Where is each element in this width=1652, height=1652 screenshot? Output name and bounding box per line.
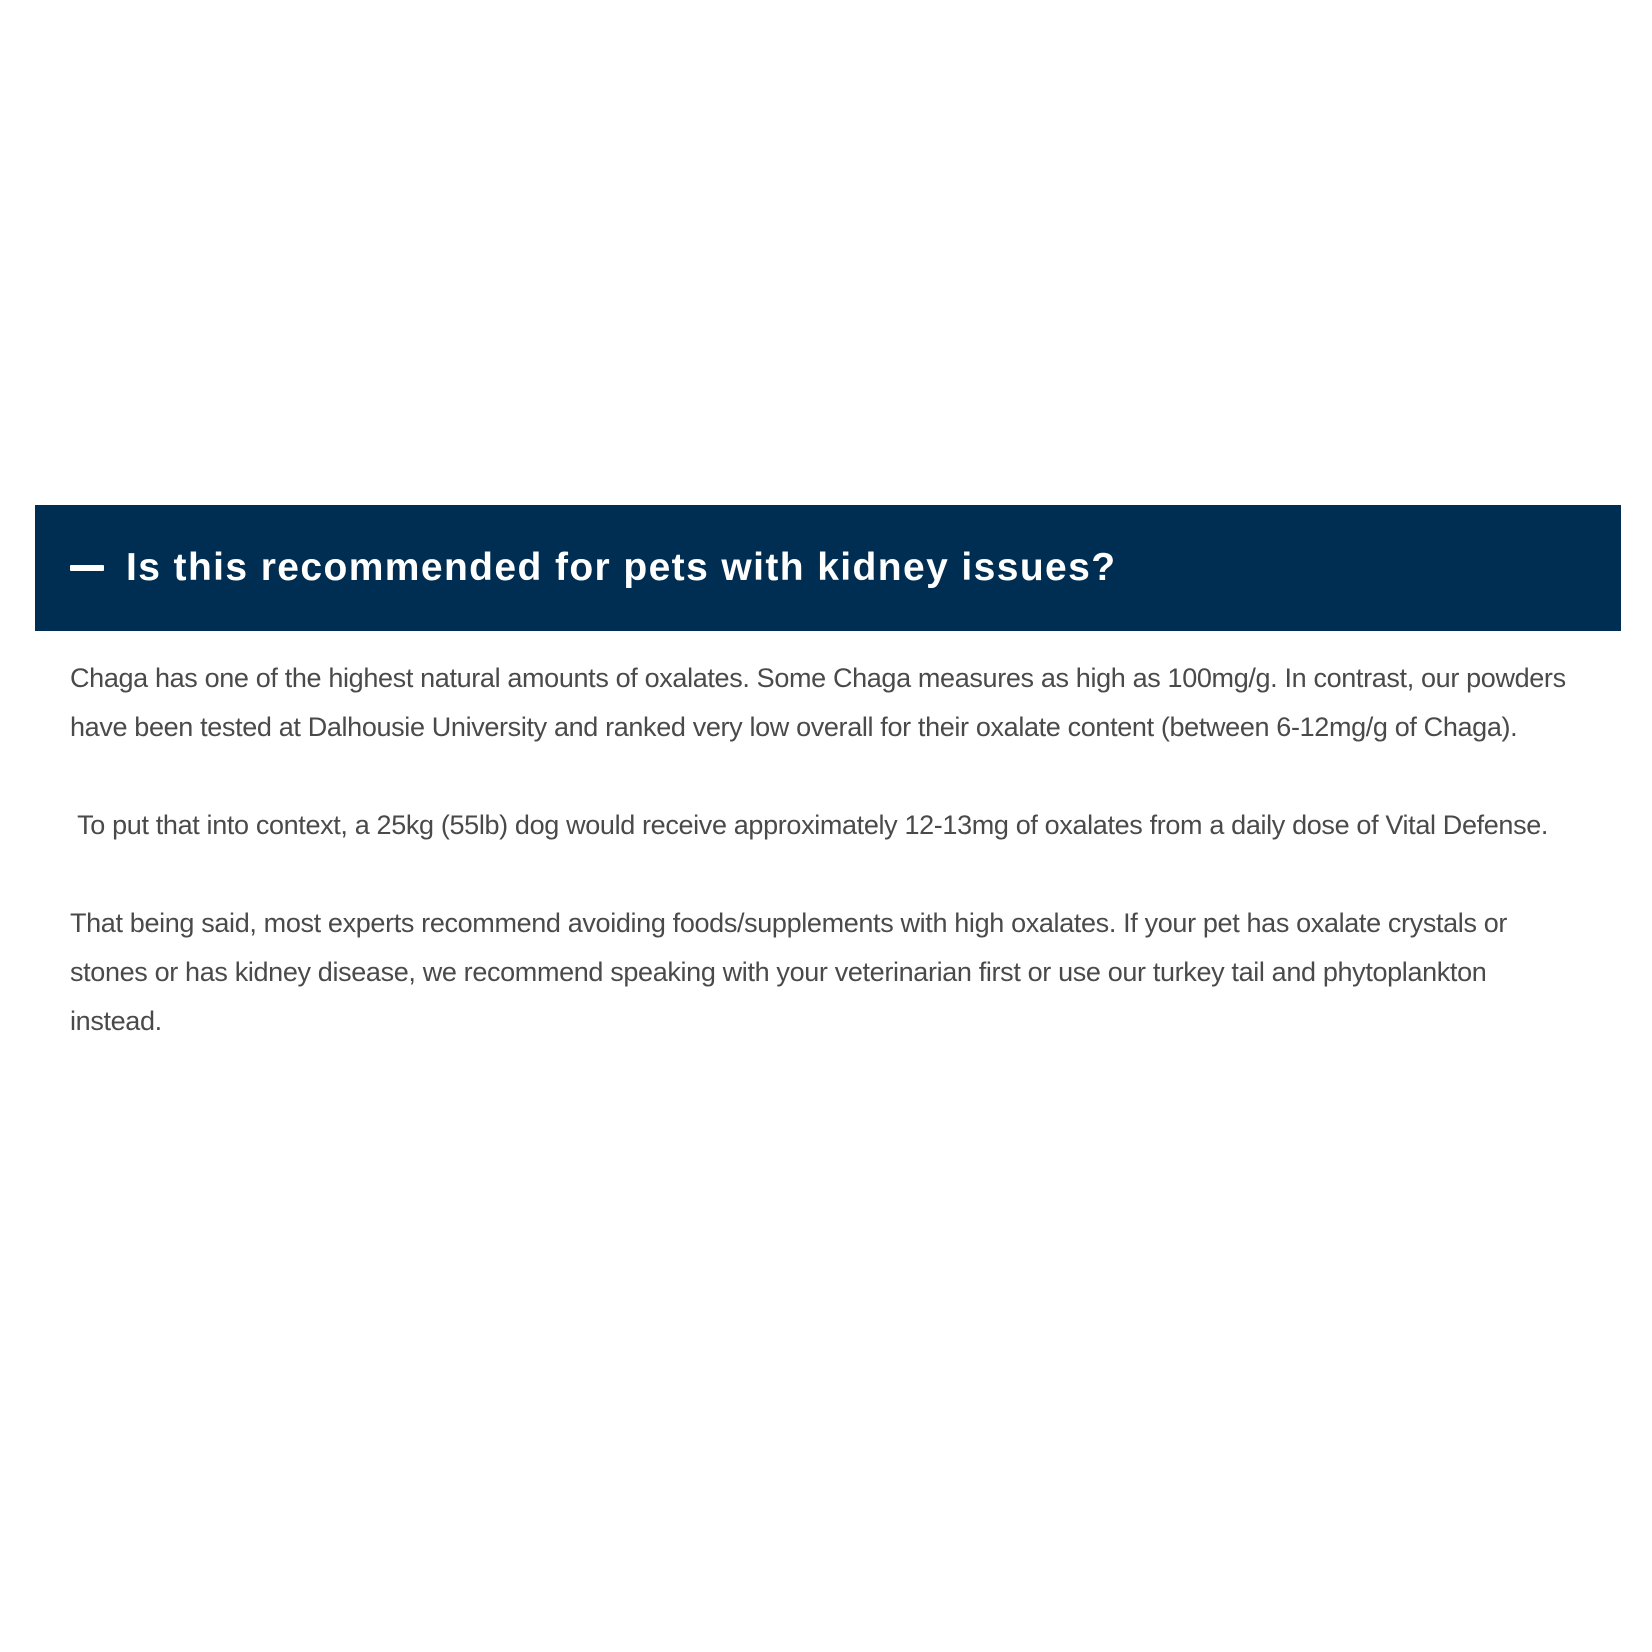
answer-paragraph: To put that into context, a 25kg (55lb) dog would receive approximately 12-13mg of oxalates from a daily dose of Vital Defense. bbox=[70, 810, 1549, 840]
minus-icon[interactable] bbox=[70, 565, 104, 571]
answer-paragraph: Chaga has one of the highest natural amounts of oxalates. Some Chaga measures as high as 100mg/g. In contrast, our powders have been tested at Dalhousie University and ranked very low overall for their oxalate content (between 6-12mg/g of Chaga). bbox=[70, 663, 1573, 742]
faq-accordion-item bbox=[35, 505, 1621, 1095]
faq-answer bbox=[35, 631, 1621, 1046]
answer-paragraph: That being said, most experts recommend avoiding foods/supplements with high oxalates. If your pet has oxalate crystals or stones or has kidney disease, we recommend speaking with your veterinarian first or use our turkey tail and phytoplankton instead. bbox=[70, 908, 1515, 1036]
faq-accordion-header[interactable] bbox=[35, 505, 1621, 631]
faq-question: Is this recommended for pets with kidney issues? bbox=[126, 546, 1117, 589]
